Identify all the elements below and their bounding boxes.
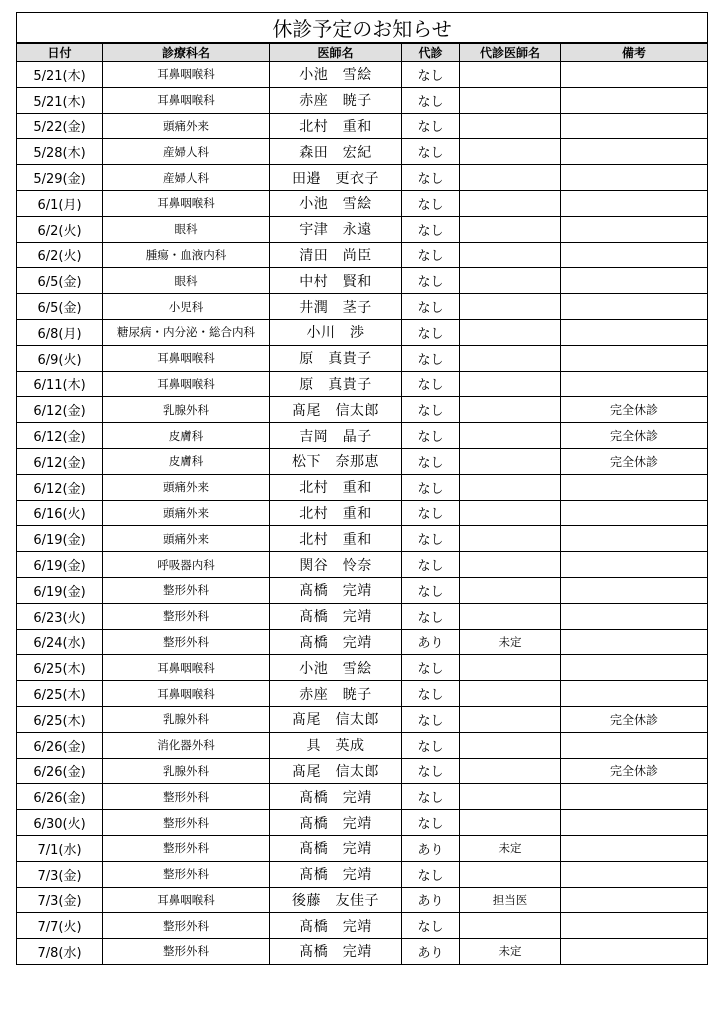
substitute-cell: なし — [402, 423, 460, 449]
substitute-cell: なし — [402, 139, 460, 165]
table-row — [17, 861, 708, 887]
substitute-doctor-cell — [460, 113, 561, 139]
table-row — [17, 87, 708, 113]
note-cell — [561, 835, 708, 861]
note-cell — [561, 810, 708, 836]
substitute-doctor-cell — [460, 655, 561, 681]
substitute-cell: なし — [402, 448, 460, 474]
department-cell: 呼吸器内科 — [103, 552, 270, 578]
doctor-cell: 後藤 友佳子 — [270, 887, 402, 913]
table-row — [17, 294, 708, 320]
header-note: 備考 — [561, 43, 708, 62]
department-cell: 整形外科 — [103, 861, 270, 887]
note-cell — [561, 190, 708, 216]
note-cell — [561, 913, 708, 939]
department-cell: 腫瘍・血液内科 — [103, 242, 270, 268]
table-row — [17, 268, 708, 294]
doctor-cell: 髙尾 信太郎 — [270, 397, 402, 423]
department-cell: 糖尿病・内分泌・総合内科 — [103, 319, 270, 345]
doctor-cell: 原 真貴子 — [270, 371, 402, 397]
note-cell — [561, 113, 708, 139]
table-row — [17, 190, 708, 216]
doctor-cell: 中村 賢和 — [270, 268, 402, 294]
substitute-cell: なし — [402, 371, 460, 397]
substitute-doctor-cell — [460, 784, 561, 810]
department-cell: 眼科 — [103, 216, 270, 242]
substitute-cell: なし — [402, 552, 460, 578]
department-cell: 整形外科 — [103, 913, 270, 939]
date-cell: 7/1(水) — [17, 835, 103, 861]
substitute-cell: なし — [402, 113, 460, 139]
doctor-cell: 髙橋 完靖 — [270, 913, 402, 939]
title-row — [17, 13, 708, 44]
substitute-doctor-cell — [460, 294, 561, 320]
note-cell — [561, 732, 708, 758]
department-cell: 乳腺外科 — [103, 397, 270, 423]
note-cell: 完全休診 — [561, 706, 708, 732]
header-department: 診療科名 — [103, 43, 270, 62]
date-cell: 6/19(金) — [17, 577, 103, 603]
table-row — [17, 216, 708, 242]
header-substitute: 代診 — [402, 43, 460, 62]
note-cell — [561, 216, 708, 242]
department-cell: 整形外科 — [103, 629, 270, 655]
date-cell: 6/19(金) — [17, 526, 103, 552]
note-cell — [561, 887, 708, 913]
substitute-doctor-cell: 未定 — [460, 939, 561, 965]
note-cell — [561, 861, 708, 887]
date-cell: 5/28(木) — [17, 139, 103, 165]
substitute-cell: なし — [402, 242, 460, 268]
department-cell: 耳鼻咽喉科 — [103, 62, 270, 88]
table-row — [17, 552, 708, 578]
doctor-cell: 具 英成 — [270, 732, 402, 758]
substitute-cell: なし — [402, 62, 460, 88]
substitute-cell: なし — [402, 784, 460, 810]
date-cell: 6/5(金) — [17, 294, 103, 320]
date-cell: 6/25(木) — [17, 655, 103, 681]
substitute-doctor-cell — [460, 861, 561, 887]
department-cell: 整形外科 — [103, 603, 270, 629]
substitute-doctor-cell — [460, 397, 561, 423]
table-row — [17, 423, 708, 449]
date-cell: 7/3(金) — [17, 861, 103, 887]
table-row — [17, 784, 708, 810]
doctor-cell: 清田 尚臣 — [270, 242, 402, 268]
note-cell: 完全休診 — [561, 397, 708, 423]
substitute-cell: なし — [402, 526, 460, 552]
department-cell: 乳腺外科 — [103, 706, 270, 732]
doctor-cell: 髙橋 完靖 — [270, 939, 402, 965]
substitute-doctor-cell — [460, 474, 561, 500]
doctor-cell: 小川 渉 — [270, 319, 402, 345]
table-row — [17, 629, 708, 655]
table-row — [17, 526, 708, 552]
date-cell: 6/2(火) — [17, 216, 103, 242]
department-cell: 頭痛外来 — [103, 474, 270, 500]
substitute-cell: なし — [402, 758, 460, 784]
date-cell: 6/12(金) — [17, 448, 103, 474]
department-cell: 耳鼻咽喉科 — [103, 371, 270, 397]
department-cell: 整形外科 — [103, 784, 270, 810]
note-cell — [561, 939, 708, 965]
table-row — [17, 242, 708, 268]
substitute-cell: なし — [402, 190, 460, 216]
substitute-doctor-cell — [460, 552, 561, 578]
department-cell: 乳腺外科 — [103, 758, 270, 784]
note-cell — [561, 62, 708, 88]
date-cell: 6/25(木) — [17, 706, 103, 732]
doctor-cell: 赤座 暁子 — [270, 681, 402, 707]
date-cell: 6/12(金) — [17, 474, 103, 500]
substitute-doctor-cell — [460, 500, 561, 526]
table-row — [17, 474, 708, 500]
note-cell — [561, 526, 708, 552]
date-cell: 6/23(火) — [17, 603, 103, 629]
substitute-doctor-cell — [460, 448, 561, 474]
substitute-doctor-cell — [460, 732, 561, 758]
department-cell: 頭痛外来 — [103, 500, 270, 526]
date-cell: 6/26(金) — [17, 784, 103, 810]
substitute-doctor-cell: 未定 — [460, 629, 561, 655]
doctor-cell: 小池 雪絵 — [270, 190, 402, 216]
department-cell: 耳鼻咽喉科 — [103, 887, 270, 913]
substitute-doctor-cell — [460, 371, 561, 397]
note-cell — [561, 319, 708, 345]
table-row — [17, 732, 708, 758]
table-row — [17, 62, 708, 88]
date-cell: 6/12(金) — [17, 423, 103, 449]
table-row — [17, 603, 708, 629]
substitute-doctor-cell — [460, 139, 561, 165]
substitute-doctor-cell — [460, 603, 561, 629]
doctor-cell: 森田 宏紀 — [270, 139, 402, 165]
substitute-doctor-cell — [460, 810, 561, 836]
substitute-doctor-cell — [460, 242, 561, 268]
substitute-cell: なし — [402, 732, 460, 758]
substitute-cell: なし — [402, 319, 460, 345]
department-cell: 産婦人科 — [103, 139, 270, 165]
table-row — [17, 577, 708, 603]
department-cell: 耳鼻咽喉科 — [103, 655, 270, 681]
substitute-doctor-cell — [460, 423, 561, 449]
substitute-cell: なし — [402, 87, 460, 113]
doctor-cell: 井潤 茎子 — [270, 294, 402, 320]
table-row — [17, 810, 708, 836]
table-body — [17, 62, 708, 965]
doctor-cell: 髙橋 完靖 — [270, 603, 402, 629]
table-row — [17, 887, 708, 913]
header-row — [17, 43, 708, 62]
doctor-cell: 吉岡 晶子 — [270, 423, 402, 449]
doctor-cell: 原 真貴子 — [270, 345, 402, 371]
department-cell: 整形外科 — [103, 810, 270, 836]
date-cell: 7/3(金) — [17, 887, 103, 913]
table-row — [17, 500, 708, 526]
department-cell: 整形外科 — [103, 835, 270, 861]
note-cell — [561, 655, 708, 681]
date-cell: 6/26(金) — [17, 732, 103, 758]
note-cell — [561, 784, 708, 810]
substitute-cell: なし — [402, 294, 460, 320]
department-cell: 耳鼻咽喉科 — [103, 681, 270, 707]
substitute-doctor-cell — [460, 319, 561, 345]
substitute-cell: なし — [402, 474, 460, 500]
date-cell: 5/21(木) — [17, 87, 103, 113]
date-cell: 6/19(金) — [17, 552, 103, 578]
date-cell: 6/11(木) — [17, 371, 103, 397]
doctor-cell: 赤座 暁子 — [270, 87, 402, 113]
schedule-table — [16, 12, 708, 965]
table-row — [17, 655, 708, 681]
department-cell: 整形外科 — [103, 577, 270, 603]
date-cell: 6/9(火) — [17, 345, 103, 371]
date-cell: 6/24(水) — [17, 629, 103, 655]
date-cell: 6/16(火) — [17, 500, 103, 526]
substitute-cell: なし — [402, 345, 460, 371]
substitute-cell: なし — [402, 861, 460, 887]
substitute-cell: あり — [402, 835, 460, 861]
doctor-cell: 髙橋 完靖 — [270, 629, 402, 655]
department-cell: 皮膚科 — [103, 423, 270, 449]
date-cell: 6/12(金) — [17, 397, 103, 423]
doctor-cell: 松下 奈那恵 — [270, 448, 402, 474]
table-row — [17, 319, 708, 345]
department-cell: 頭痛外来 — [103, 526, 270, 552]
substitute-cell: なし — [402, 165, 460, 191]
doctor-cell: 髙尾 信太郎 — [270, 706, 402, 732]
substitute-cell: なし — [402, 268, 460, 294]
date-cell: 6/2(火) — [17, 242, 103, 268]
date-cell: 5/21(木) — [17, 62, 103, 88]
substitute-cell: なし — [402, 913, 460, 939]
department-cell: 耳鼻咽喉科 — [103, 87, 270, 113]
substitute-cell: あり — [402, 887, 460, 913]
note-cell — [561, 345, 708, 371]
doctor-cell: 髙橋 完靖 — [270, 784, 402, 810]
table-row — [17, 139, 708, 165]
department-cell: 産婦人科 — [103, 165, 270, 191]
note-cell — [561, 294, 708, 320]
date-cell: 5/22(金) — [17, 113, 103, 139]
substitute-doctor-cell — [460, 913, 561, 939]
table-row — [17, 913, 708, 939]
note-cell — [561, 165, 708, 191]
substitute-cell: なし — [402, 681, 460, 707]
substitute-cell: なし — [402, 706, 460, 732]
substitute-doctor-cell — [460, 165, 561, 191]
doctor-cell: 田邉 更衣子 — [270, 165, 402, 191]
department-cell: 耳鼻咽喉科 — [103, 190, 270, 216]
substitute-doctor-cell — [460, 62, 561, 88]
table-row — [17, 681, 708, 707]
note-cell — [561, 603, 708, 629]
department-cell: 皮膚科 — [103, 448, 270, 474]
table-row — [17, 835, 708, 861]
substitute-cell: なし — [402, 216, 460, 242]
date-cell: 6/26(金) — [17, 758, 103, 784]
department-cell: 小児科 — [103, 294, 270, 320]
substitute-doctor-cell — [460, 345, 561, 371]
department-cell: 眼科 — [103, 268, 270, 294]
note-cell — [561, 552, 708, 578]
date-cell: 6/8(月) — [17, 319, 103, 345]
department-cell: 頭痛外来 — [103, 113, 270, 139]
note-cell — [561, 500, 708, 526]
doctor-cell: 北村 重和 — [270, 526, 402, 552]
note-cell — [561, 242, 708, 268]
date-cell: 6/25(木) — [17, 681, 103, 707]
doctor-cell: 北村 重和 — [270, 500, 402, 526]
doctor-cell: 髙橋 完靖 — [270, 835, 402, 861]
doctor-cell: 北村 重和 — [270, 474, 402, 500]
table-row — [17, 165, 708, 191]
note-cell: 完全休診 — [561, 423, 708, 449]
note-cell: 完全休診 — [561, 448, 708, 474]
department-cell: 消化器外科 — [103, 732, 270, 758]
doctor-cell: 髙橋 完靖 — [270, 810, 402, 836]
table-row — [17, 345, 708, 371]
substitute-doctor-cell — [460, 87, 561, 113]
note-cell — [561, 681, 708, 707]
substitute-cell: なし — [402, 810, 460, 836]
doctor-cell: 宇津 永遠 — [270, 216, 402, 242]
department-cell: 耳鼻咽喉科 — [103, 345, 270, 371]
table-row — [17, 448, 708, 474]
department-cell: 整形外科 — [103, 939, 270, 965]
date-cell: 7/8(水) — [17, 939, 103, 965]
doctor-cell: 小池 雪絵 — [270, 62, 402, 88]
substitute-cell: なし — [402, 655, 460, 681]
doctor-cell: 北村 重和 — [270, 113, 402, 139]
substitute-cell: なし — [402, 603, 460, 629]
note-cell — [561, 268, 708, 294]
substitute-doctor-cell: 担当医 — [460, 887, 561, 913]
table-row — [17, 113, 708, 139]
header-doctor: 医師名 — [270, 43, 402, 62]
substitute-doctor-cell — [460, 526, 561, 552]
note-cell — [561, 577, 708, 603]
substitute-doctor-cell — [460, 577, 561, 603]
date-cell: 6/1(月) — [17, 190, 103, 216]
table-row — [17, 758, 708, 784]
page-title: 休診予定のお知らせ — [17, 13, 708, 44]
doctor-cell: 髙橋 完靖 — [270, 861, 402, 887]
date-cell: 6/30(火) — [17, 810, 103, 836]
substitute-cell: あり — [402, 629, 460, 655]
note-cell — [561, 87, 708, 113]
header-date: 日付 — [17, 43, 103, 62]
note-cell — [561, 371, 708, 397]
substitute-cell: なし — [402, 397, 460, 423]
note-cell — [561, 474, 708, 500]
substitute-doctor-cell — [460, 268, 561, 294]
date-cell: 5/29(金) — [17, 165, 103, 191]
substitute-cell: なし — [402, 500, 460, 526]
date-cell: 6/5(金) — [17, 268, 103, 294]
note-cell: 完全休診 — [561, 758, 708, 784]
table-row — [17, 939, 708, 965]
substitute-doctor-cell — [460, 216, 561, 242]
substitute-doctor-cell — [460, 758, 561, 784]
note-cell — [561, 629, 708, 655]
doctor-cell: 関谷 怜奈 — [270, 552, 402, 578]
note-cell — [561, 139, 708, 165]
substitute-doctor-cell — [460, 681, 561, 707]
doctor-cell: 小池 雪絵 — [270, 655, 402, 681]
substitute-doctor-cell: 未定 — [460, 835, 561, 861]
table-row — [17, 706, 708, 732]
date-cell: 7/7(火) — [17, 913, 103, 939]
substitute-doctor-cell — [460, 190, 561, 216]
substitute-cell: なし — [402, 577, 460, 603]
table-row — [17, 397, 708, 423]
doctor-cell: 髙尾 信太郎 — [270, 758, 402, 784]
table-row — [17, 371, 708, 397]
header-substitute-doctor: 代診医師名 — [460, 43, 561, 62]
substitute-doctor-cell — [460, 706, 561, 732]
substitute-cell: あり — [402, 939, 460, 965]
doctor-cell: 髙橋 完靖 — [270, 577, 402, 603]
